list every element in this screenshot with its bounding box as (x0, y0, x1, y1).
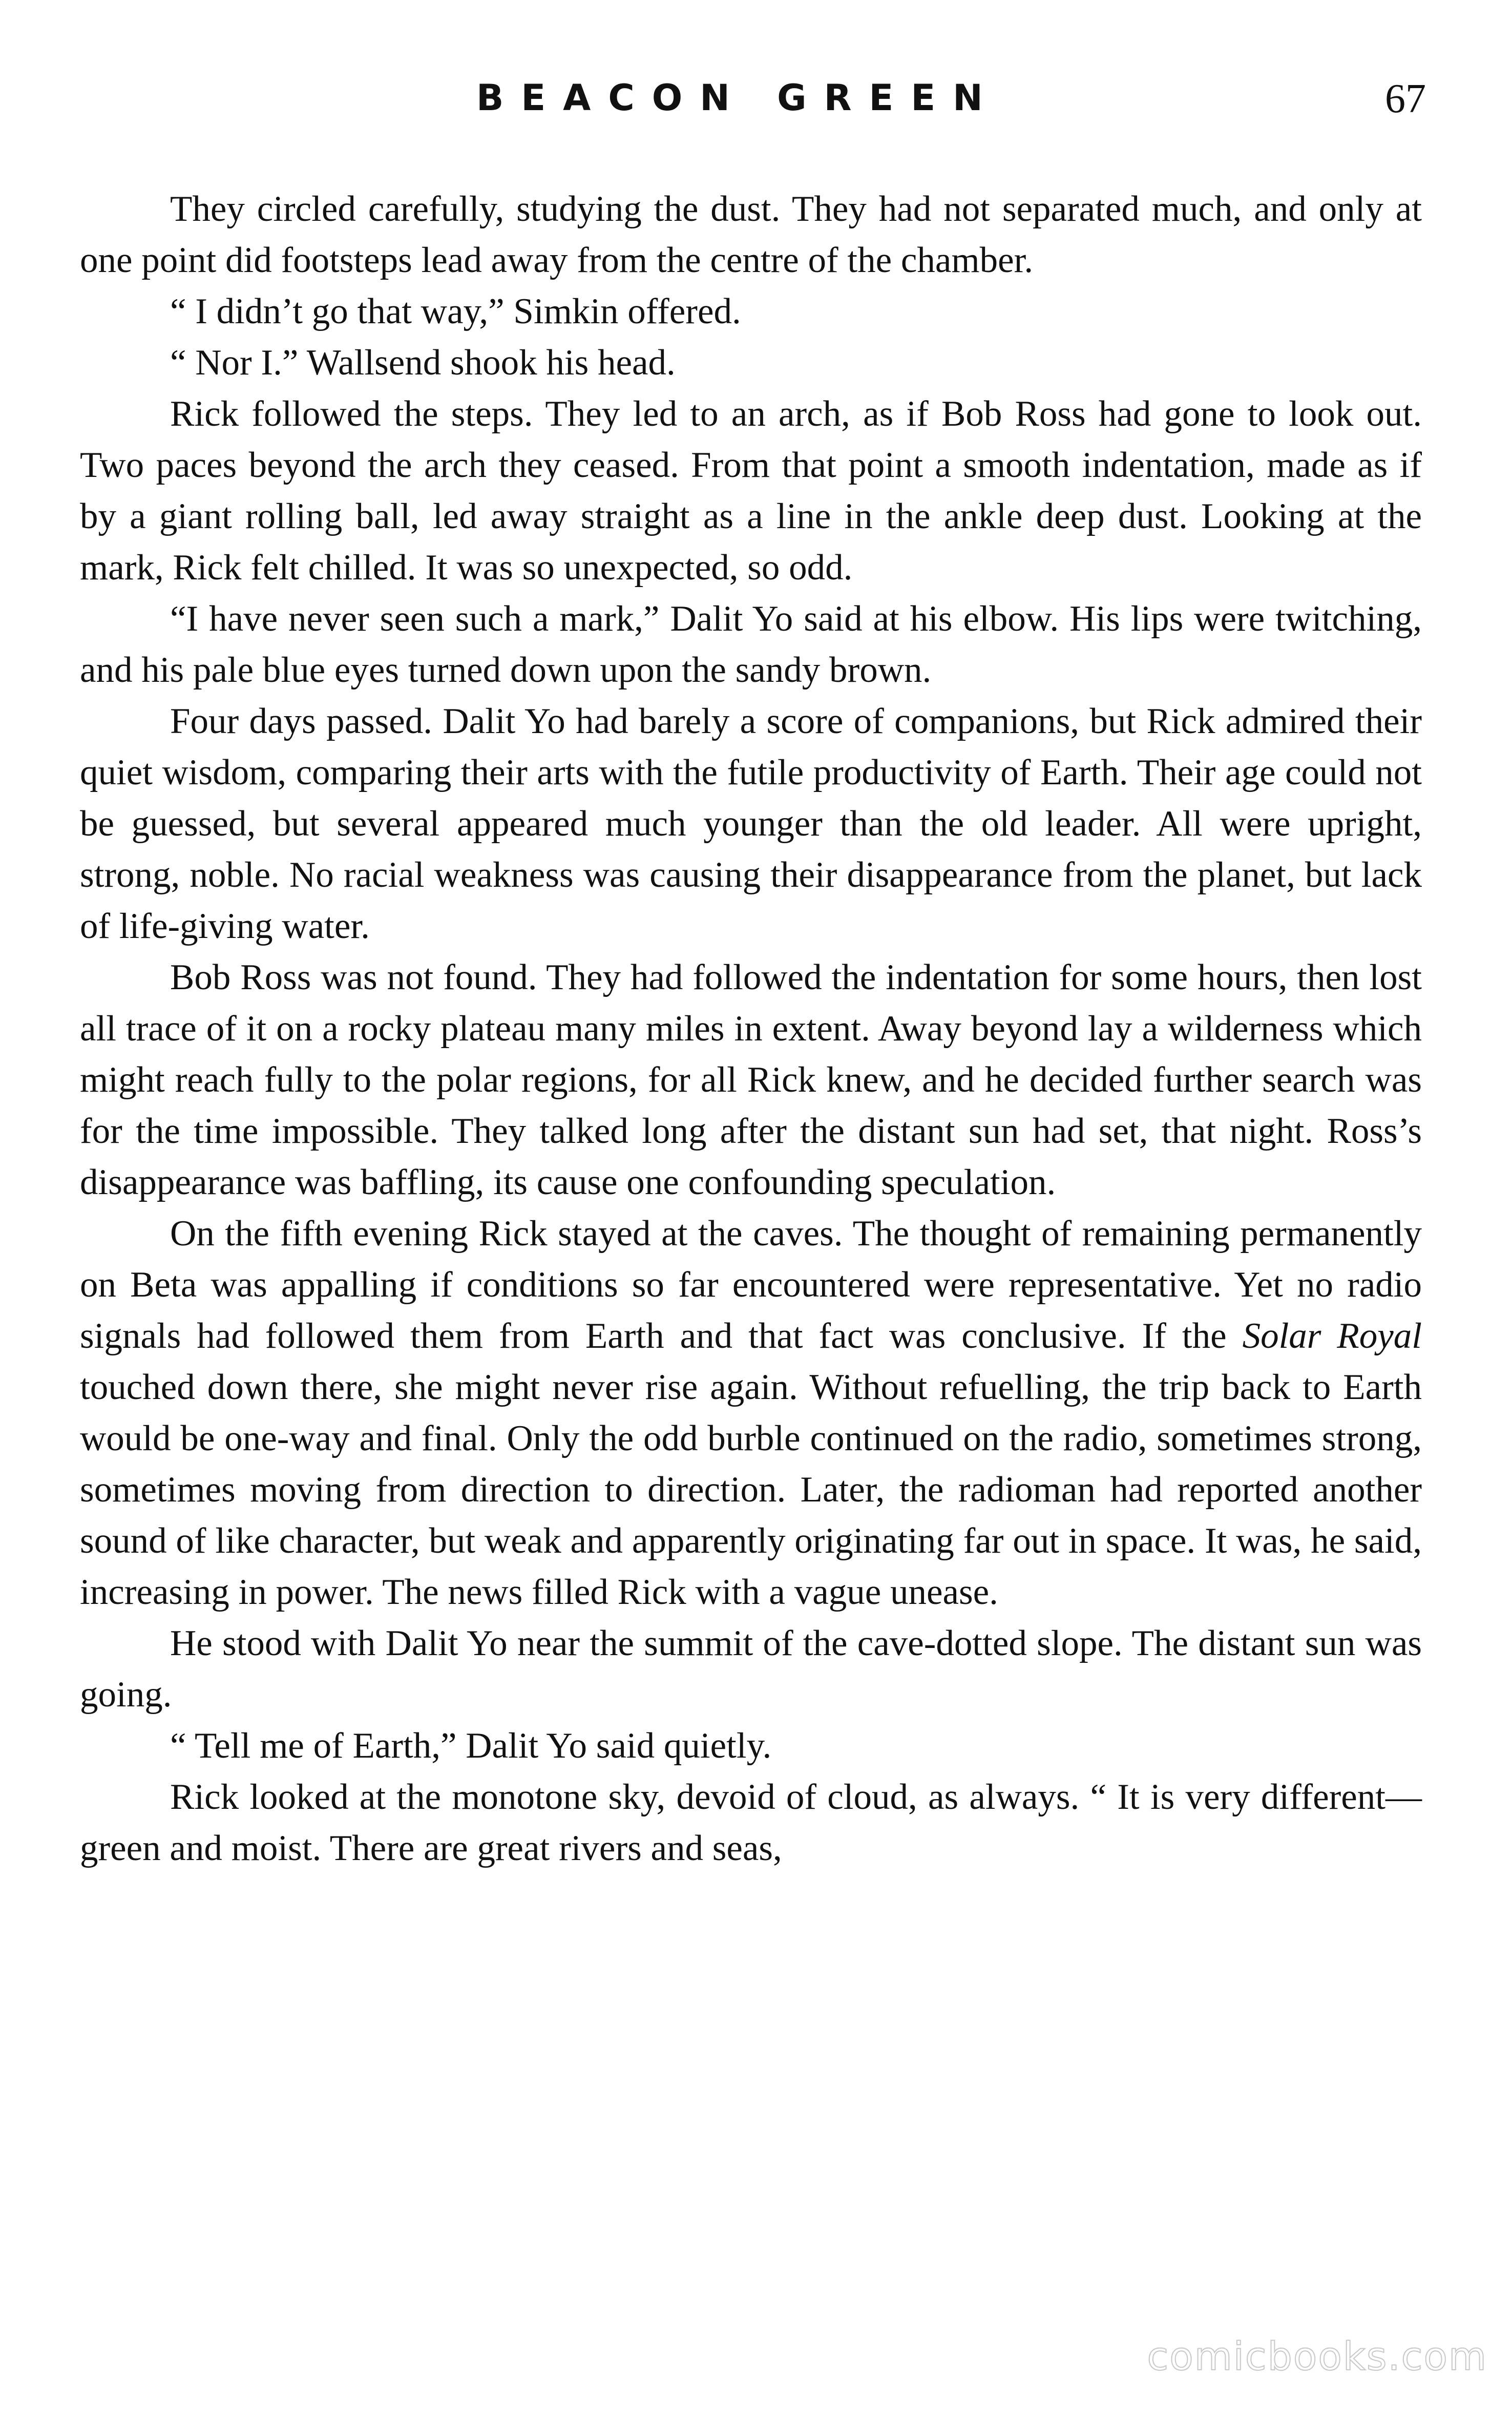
paragraph-summit: He stood with Dalit Yo near the summit of the cave-dotted slope. The distant sun was going. (80, 1623, 1422, 1715)
paragraph-fifth-evening (80, 1208, 1422, 1618)
body-text (80, 183, 1422, 1874)
ship-name: Solar Royal (1242, 1316, 1422, 1356)
page-number: 67 (1385, 76, 1426, 121)
running-title: BEACON GREEN (476, 77, 1000, 119)
paragraph-not-found: Bob Ross was not found. They had followed the indentation for some hours, then lost all trace of it on a rocky plateau many miles in extent. Away beyond lay a wilderness which might reach fully to the polar regions, for all Rick knew, and he decided further search was for the time impossible. They talked long after the distant sun had set, that night. Ross’s disappearance was baffling, its cause one confounding speculation. (80, 957, 1422, 1202)
paragraph-sky: Rick looked at the monotone sky, devoid of cloud, as always. “ It is very different—green and moist. There are great rivers and seas, (80, 1777, 1422, 1868)
paragraph-four-days: Four days passed. Dalit Yo had barely a score of companions, but Rick admired their quiet wisdom, comparing their arts with the futile productivity of Earth. Their age could not be guessed, but several appeared much younger than the old leader. All were upright, strong, noble. No racial weakness was causing their disappearance from the planet, but lack of life-giving water. (80, 701, 1422, 946)
paragraph-tell-me: “ Tell me of Earth,” Dalit Yo said quietly. (170, 1726, 772, 1766)
paragraph-simkin: “ I didn’t go that way,” Simkin offered. (170, 291, 741, 331)
paragraph-wallsend: “ Nor I.” Wallsend shook his head. (170, 343, 676, 383)
paragraph-dust: They circled carefully, studying the dust. They had not separated much, and only at one point did footsteps lead away from the centre of the chamber. (80, 189, 1422, 280)
paragraph-mark: “I have never seen such a mark,” Dalit Yo said at his elbow. His lips were twitching, and his pale blue eyes turned down upon the sandy brown. (80, 599, 1422, 690)
paragraph-fifth-evening-before: On the fifth evening Rick stayed at the caves. The thought of remaining permanently on Beta was appalling if conditions so far encountered were representative. Yet no radio signals had followed them from Earth and that fact was conclusive. If the (80, 1214, 1422, 1356)
paragraph-fifth-evening-after: touched down there, she might never rise again. Without refuelling, the trip back to Earth would be one-way and final. Only the odd burble continued on the radio, sometimes strong, sometimes moving from direction to direction. Later, the radioman had reported another sound of like character, but weak and apparently originating far out in space. It was, he said, increasing in power. The news filled Rick with a vague unease. (80, 1367, 1422, 1612)
paragraph-steps: Rick followed the steps. They led to an arch, as if Bob Ross had gone to look out. Two paces beyond the arch they ceased. From that point a smooth indentation, made as if by a giant rolling ball, led away straight as a line in the ankle deep dust. Looking at the mark, Rick felt chilled. It was so unexpected, so odd. (80, 394, 1422, 588)
watermark: comicbooks.com (1147, 2333, 1487, 2379)
